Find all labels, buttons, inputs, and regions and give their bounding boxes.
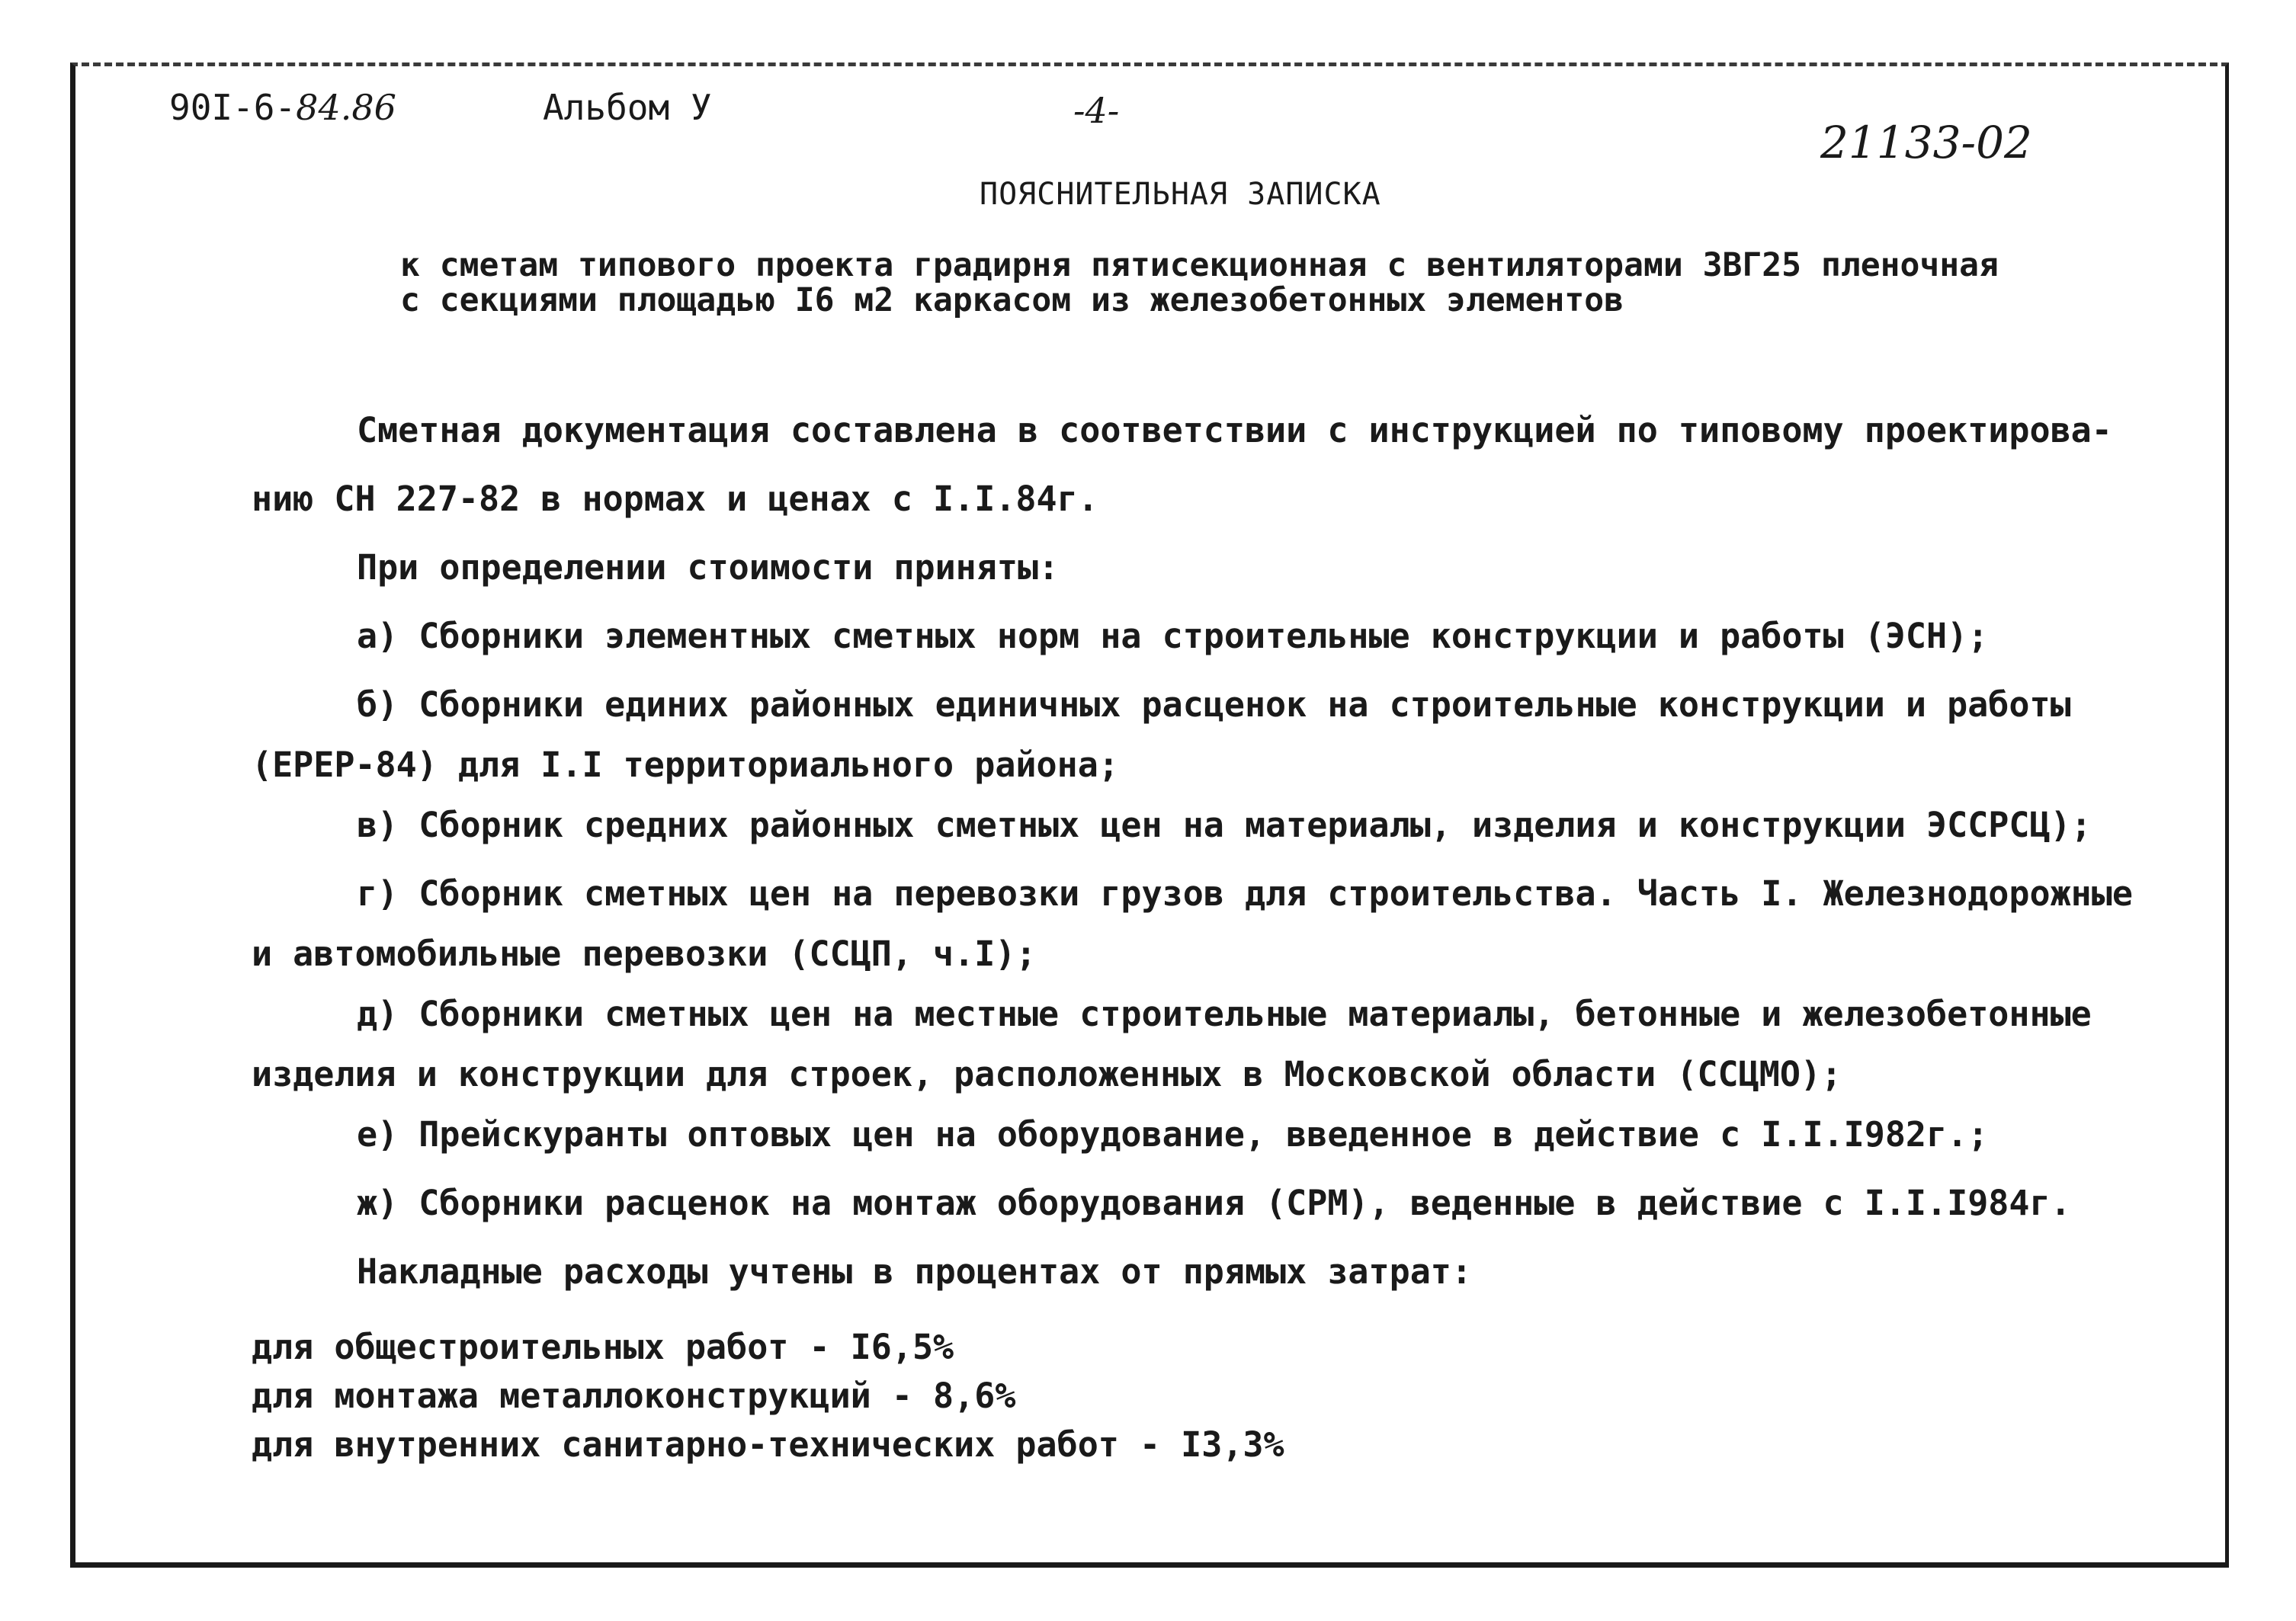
- item-b-line-2: (ЕРЕР-84) для I.I территориального района;: [252, 745, 1119, 785]
- subtitle-line-2: с секциями площадью I6 м2 каркасом из железобетонных элементов: [400, 281, 1624, 319]
- item-g-line-2: и автомобильные перевозки (ССЦП, ч.I);: [252, 934, 1037, 974]
- document-subtitle: [400, 248, 1999, 318]
- document-title: ПОЯСНИТЕЛЬНАЯ ЗАПИСКА: [980, 177, 1381, 212]
- document-code: [169, 87, 396, 128]
- overhead-rates-list: [252, 1323, 2157, 1469]
- intro-paragraph-line-2: нию СН 227-82 в нормах и ценах с I.I.84г.: [252, 479, 1098, 519]
- intro-paragraph-line-1: Сметная документация составлена в соответствии с инструкцией по типовому проектирова-: [357, 410, 2112, 450]
- document-code-handwritten: 84.86: [296, 87, 396, 128]
- document-body: [252, 396, 2157, 1469]
- subtitle-line-1: к сметам типового проекта градирня пятисекционная с вентиляторами ЗВГ25 пленочная: [400, 246, 1999, 284]
- item-d-line-1: д) Сборники сметных цен на местные строительные материалы, бетонные и железобетонные: [357, 994, 2092, 1034]
- album-label: Альбом У: [543, 87, 712, 128]
- document-code-prefix: 90I-6-: [169, 87, 297, 128]
- overhead-rate-metal: для монтажа металлоконструкций - 8,6%: [252, 1376, 1016, 1416]
- inventory-number: 21133-02: [1820, 117, 2032, 168]
- item-a: а) Сборники элементных сметных норм на строительные конструкции и работы (ЭСН);: [357, 616, 1989, 656]
- item-g-line-1: г) Сборник сметных цен на перевозки грузов для строительства. Часть I. Железнодорожные: [357, 873, 2133, 914]
- costs-heading: При определении стоимости приняты:: [357, 547, 1060, 588]
- item-b-line-1: б) Сборники единих районных единичных расценок на строительные конструкции и работы: [357, 684, 2071, 725]
- item-v: в) Сборник средних районных сметных цен на материалы, изделия и конструкции ЭССРСЦ);: [357, 805, 2092, 845]
- item-d-line-2: изделия и конструкции для строек, расположенных в Московской области (ССЦМО);: [252, 1054, 1842, 1094]
- overhead-rate-sanitary: для внутренних санитарно-технических работ - I3,3%: [252, 1424, 1284, 1465]
- page-number: -4-: [1073, 90, 1120, 131]
- overhead-heading: Накладные расходы учтены в процентах от прямых затрат:: [357, 1251, 1472, 1292]
- overhead-rate-general: для общестроительных работ - I6,5%: [252, 1327, 954, 1367]
- item-zh: ж) Сборники расценок на монтаж оборудования (СРМ), веденные в действие с I.I.I984г.: [357, 1183, 2071, 1223]
- item-e: е) Прейскуранты оптовых цен на оборудование, введенное в действие с I.I.I982г.;: [357, 1114, 1989, 1155]
